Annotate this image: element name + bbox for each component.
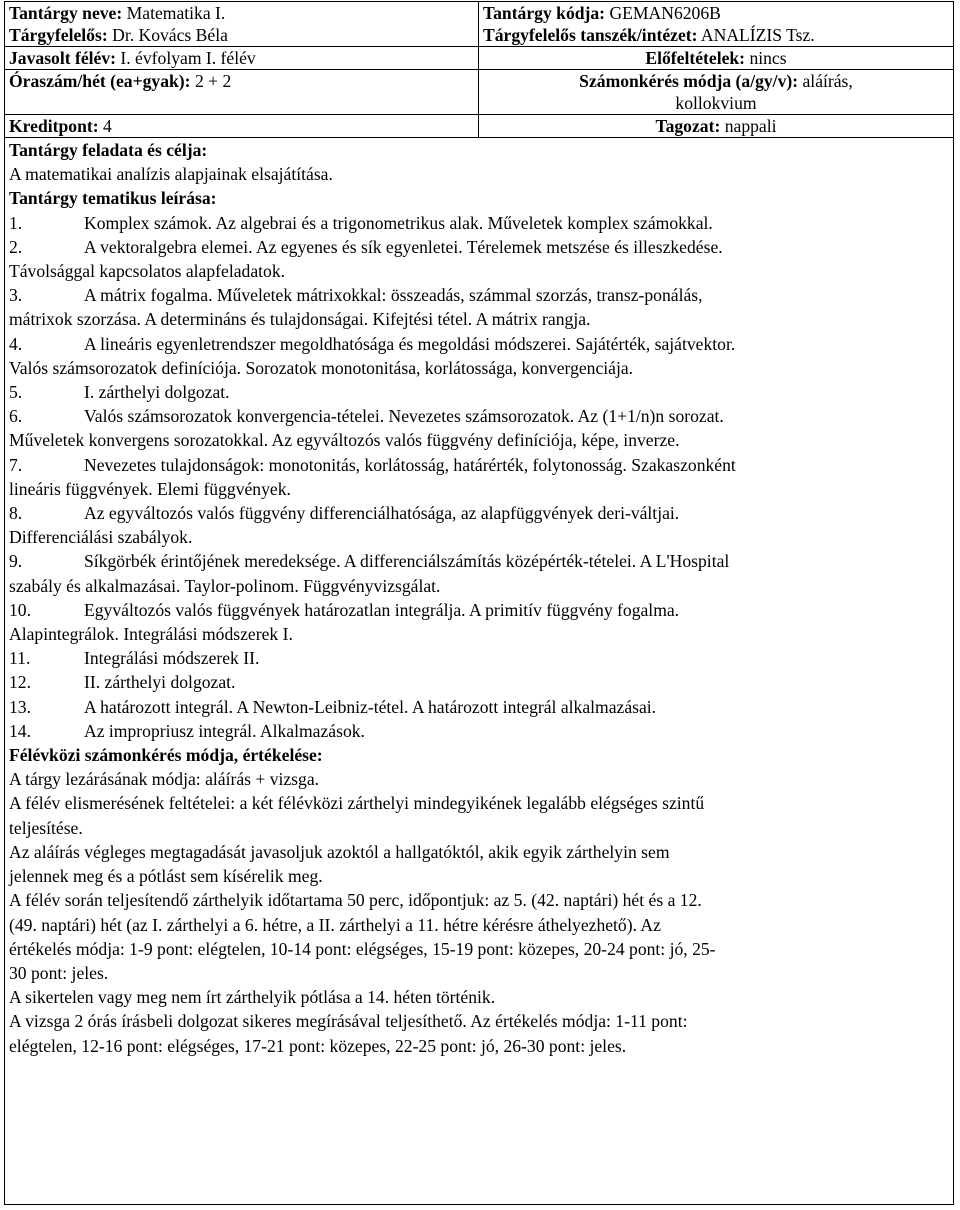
topic-text: Egyváltozós valós függvények határozatlan integrálja. A primitív függvény fogalma. bbox=[84, 599, 680, 620]
topic-row bbox=[9, 428, 949, 452]
subject-code-cell bbox=[479, 2, 954, 47]
topic-number: 7. bbox=[9, 454, 23, 475]
evaluation-line: jelennek meg és a pótlást sem kísérelik meg. bbox=[9, 866, 323, 887]
topic-list bbox=[9, 211, 949, 743]
topic-row bbox=[9, 307, 949, 331]
responsible-value: Dr. Kovács Béla bbox=[112, 25, 228, 45]
topic-text: Alapintegrálok. Integrálási módszerek I. bbox=[9, 624, 293, 645]
topic-row bbox=[9, 549, 949, 573]
topic-text: II. zárthelyi dolgozat. bbox=[84, 672, 236, 693]
topic-number: 6. bbox=[9, 406, 23, 427]
topic-text: Integrálási módszerek II. bbox=[84, 648, 260, 669]
topic-text: lineáris függvények. Elemi függvények. bbox=[9, 478, 291, 499]
hours-value: 2 + 2 bbox=[194, 71, 232, 91]
course-info-table bbox=[5, 2, 953, 138]
prereq-value: nincs bbox=[749, 48, 787, 68]
topic-number: 8. bbox=[9, 503, 23, 524]
mode-cell bbox=[479, 115, 954, 138]
evaluation-line: elégtelen, 12-16 pont: elégséges, 17-21 pont: közepes, 22-25 pont: jó, 26-30 pont: jeles. bbox=[9, 1035, 627, 1056]
topic-text: Differenciálási szabályok. bbox=[9, 527, 193, 548]
topic-row bbox=[9, 695, 949, 719]
subject-name-value: Matematika I. bbox=[126, 3, 226, 23]
goal-text: A matematikai analízis alapjainak elsajátítása. bbox=[9, 164, 333, 185]
evaluation-line: A vizsga 2 órás írásbeli dolgozat sikeres megírásával teljesíthető. Az értékelés módja: 1-11 pont: bbox=[9, 1011, 688, 1032]
topic-text: Valós számsorozatok konvergencia-tételei. Nevezetes számsorozatok. Az (1+1/n)n sorozat. bbox=[84, 406, 724, 427]
semester-label: Javasolt félév: bbox=[9, 48, 116, 68]
evaluation-line: teljesítése. bbox=[9, 817, 83, 838]
department-value: ANALÍZIS Tsz. bbox=[700, 25, 815, 45]
prereq-cell bbox=[479, 47, 954, 70]
topic-row bbox=[9, 719, 949, 743]
topic-row bbox=[9, 356, 949, 380]
topic-row bbox=[9, 477, 949, 501]
topic-number: 2. bbox=[9, 236, 23, 257]
topic-row bbox=[9, 235, 949, 259]
subject-code-label: Tantárgy kódja: bbox=[483, 3, 606, 23]
topic-number: 14. bbox=[9, 720, 31, 741]
evaluation-line: A tárgy lezárásának módja: aláírás + vizsga. bbox=[9, 769, 320, 790]
assessment-cell bbox=[479, 70, 954, 115]
topic-row bbox=[9, 283, 949, 307]
assessment-label: Számonkérés módja (a/gy/v): bbox=[579, 71, 799, 91]
topic-number: 4. bbox=[9, 333, 23, 354]
topic-row bbox=[9, 598, 949, 622]
topic-row bbox=[9, 380, 949, 404]
syllabus-sheet bbox=[4, 1, 954, 1205]
subject-name-label: Tantárgy neve: bbox=[9, 3, 123, 23]
topic-text: I. zárthelyi dolgozat. bbox=[84, 382, 230, 403]
goal-heading: Tantárgy feladata és célja: bbox=[9, 140, 208, 160]
evaluation-heading: Félévközi számonkérés módja, értékelése: bbox=[9, 745, 323, 766]
subject-code-value: GEMAN6206B bbox=[609, 3, 721, 23]
topic-text: A határozott integrál. A Newton-Leibniz-tétel. A határozott integrál alkalmazásai. bbox=[84, 696, 657, 717]
evaluation-line: A félév során teljesítendő zárthelyik időtartama 50 perc, időpontjuk: az 5. (42. naptári) hét és a 12. bbox=[9, 890, 702, 911]
topic-number: 3. bbox=[9, 285, 23, 306]
topic-row bbox=[9, 646, 949, 670]
subject-name-cell bbox=[5, 2, 479, 47]
topic-row bbox=[9, 259, 949, 283]
topic-text: A lineáris egyenletrendszer megoldhatósága és megoldási módszerei. Sajátérték, sajátvektor. bbox=[84, 333, 736, 354]
topic-row bbox=[9, 211, 949, 235]
topic-text: Komplex számok. Az algebrai és a trigonometrikus alak. Műveletek komplex számokkal. bbox=[84, 212, 713, 233]
topic-number: 9. bbox=[9, 551, 23, 572]
credit-label: Kreditpont: bbox=[9, 116, 99, 136]
topic-text: szabály és alkalmazásai. Taylor-polinom. Függvényvizsgálat. bbox=[9, 575, 441, 596]
topic-row bbox=[9, 574, 949, 598]
evaluation-line: 30 pont: jeles. bbox=[9, 962, 109, 983]
topic-text: Az egyváltozós valós függvény differenciálhatósága, az alapfüggvények deri-váltjai. bbox=[84, 503, 680, 524]
topic-text: Nevezetes tulajdonságok: monotonitás, korlátosság, határérték, folytonosság. Szakaszonként bbox=[84, 454, 736, 475]
evaluation-text bbox=[9, 767, 949, 1057]
topic-row bbox=[9, 501, 949, 525]
hours-label: Óraszám/hét (ea+gyak): bbox=[9, 71, 191, 91]
mode-label: Tagozat: bbox=[655, 116, 721, 136]
department-label: Tárgyfelelős tanszék/intézet: bbox=[483, 25, 698, 45]
topic-number: 5. bbox=[9, 382, 23, 403]
credit-cell bbox=[5, 115, 479, 138]
mode-value: nappali bbox=[724, 116, 777, 136]
semester-cell bbox=[5, 47, 479, 70]
evaluation-line: Az aláírás végleges megtagadását javasoljuk azoktól a hallgatóktól, akik egyik zárthelyin sem bbox=[9, 841, 670, 862]
topic-row bbox=[9, 404, 949, 428]
topic-row bbox=[9, 670, 949, 694]
topic-text: A mátrix fogalma. Műveletek mátrixokkal: összeadás, számmal szorzás, transz-ponálás, bbox=[84, 285, 703, 306]
credit-value: 4 bbox=[103, 116, 112, 136]
topic-number: 12. bbox=[9, 672, 31, 693]
syllabus-body bbox=[5, 138, 953, 1058]
topic-text: Valós számsorozatok definíciója. Sorozatok monotonitása, korlátossága, konvergenciája. bbox=[9, 357, 634, 378]
evaluation-line: A sikertelen vagy meg nem írt zárthelyik pótlása a 14. héten történik. bbox=[9, 987, 496, 1008]
evaluation-line: A félév elismerésének feltételei: a két félévközi zárthelyi mindegyikének legalább elégséges szintű bbox=[9, 793, 705, 814]
semester-value: I. évfolyam I. félév bbox=[120, 48, 256, 68]
topic-text: Távolsággal kapcsolatos alapfeladatok. bbox=[9, 261, 286, 282]
topic-row bbox=[9, 622, 949, 646]
prereq-label: Előfeltételek: bbox=[645, 48, 746, 68]
topic-row bbox=[9, 525, 949, 549]
hours-cell bbox=[5, 70, 479, 115]
topic-row bbox=[9, 453, 949, 477]
evaluation-line: értékelés módja: 1-9 pont: elégtelen, 10-14 pont: elégséges, 15-19 pont: közepes, 20-24 pont: jó, 25- bbox=[9, 938, 716, 959]
topic-row bbox=[9, 332, 949, 356]
topic-text: Műveletek konvergens sorozatokkal. Az egyváltozós valós függvény definíciója, képe, inverze. bbox=[9, 430, 680, 451]
topic-number: 10. bbox=[9, 599, 31, 620]
topic-text: A vektoralgebra elemei. Az egyenes és sík egyenletei. Térelemek metszése és illeszkedése. bbox=[84, 236, 723, 257]
evaluation-line: (49. naptári) hét (az I. zárthelyi a 6. hétre, a II. zárthelyi a 11. hétre kérésre áthelyezhető). Az bbox=[9, 914, 661, 935]
topic-number: 13. bbox=[9, 696, 31, 717]
topic-number: 1. bbox=[9, 212, 23, 233]
topic-text: Az impropriusz integrál. Alkalmazások. bbox=[84, 720, 365, 741]
topic-text: Síkgörbék érintőjének meredeksége. A differenciálszámítás középérték-tételei. A L'Hospital bbox=[84, 551, 730, 572]
responsible-label: Tárgyfelelős: bbox=[9, 25, 108, 45]
syllabus-heading: Tantárgy tematikus leírása: bbox=[9, 188, 217, 209]
topic-number: 11. bbox=[9, 648, 31, 669]
assessment-value: aláírás, bbox=[802, 71, 853, 91]
assessment-value-cont: kollokvium bbox=[675, 93, 757, 113]
topic-text: mátrixok szorzása. A determináns és tulajdonságai. Kifejtési tétel. A mátrix rangja. bbox=[9, 309, 591, 330]
